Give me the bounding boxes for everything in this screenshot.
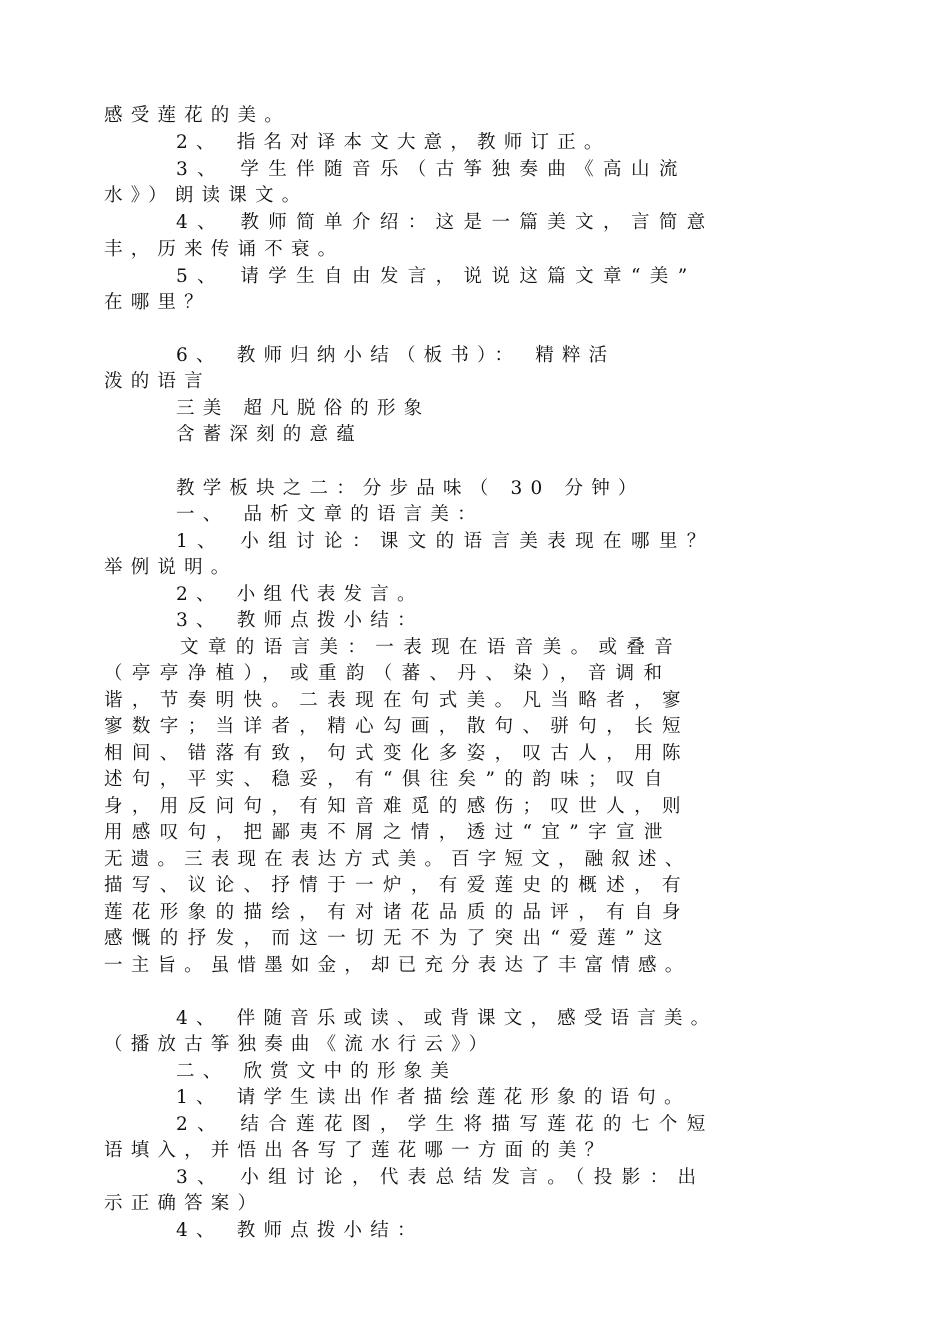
text-line: 1、 请学生读出作者描绘莲花形象的语句。: [176, 1087, 691, 1108]
text-line: 6、 教师归纳小结（板书）： 精粹活: [176, 345, 616, 366]
text-line: 一、 品析文章的语言美：: [176, 504, 484, 525]
text-line: 5、 请学生自由发言，说说这篇文章“美”: [176, 266, 697, 287]
text-line: 寥数字；当详者，精心勾画，散句、骈句，长短: [104, 716, 690, 737]
text-line: 水》）朗读课文。: [104, 185, 309, 206]
text-line: 无遗。三表现在表达方式美。百字短文，融叙述、: [104, 849, 692, 870]
text-line: 3、 教师点拨小结：: [176, 610, 424, 631]
text-line: 一主旨。虽惜墨如金，却已充分表达了丰富情感。: [104, 955, 692, 976]
text-line: 丰，历来传诵不衰。: [104, 239, 345, 260]
text-line: 含蓄深刻的意蕴: [176, 424, 363, 445]
text-line: 莲花形象的描绘，有对诸花品质的品评，有自身: [104, 902, 690, 923]
text-line: 4、 教师点拨小结：: [176, 1220, 424, 1241]
text-line: 身，用反问句，有知音难觅的感伤；叹世人，则: [104, 796, 690, 817]
text-line: 3、 小组讨论，代表总结发言。（投影：出: [176, 1167, 706, 1188]
text-line: 述句，平实、稳妥，有“俱往矣”的韵味；叹自: [104, 769, 672, 790]
text-line: 语填入，并悟出各写了莲花哪一方面的美？: [104, 1140, 612, 1161]
text-line: 3、 学生伴随音乐（古筝独奏曲《高山流: [176, 159, 687, 180]
text-line: 三美 超凡脱俗的形象: [176, 398, 431, 419]
text-line: 2、 结合莲花图，学生将描写莲花的七个短: [176, 1114, 715, 1135]
text-line: 1、 小组讨论：课文的语言美表现在哪里？: [176, 531, 715, 552]
text-line: 4、 教师简单介绍：这是一篇美文，言简意: [176, 212, 715, 233]
text-line: 4、 伴随音乐或读、或背课文，感受语言美。: [176, 1008, 718, 1029]
text-line: 用感叹句，把鄙夷不屑之情，透过“宜”字宣泄: [104, 822, 672, 843]
text-line: 举例说明。: [104, 557, 238, 578]
text-line: 二、 欣赏文中的形象美: [176, 1061, 458, 1082]
text-line: 示正确答案）: [104, 1193, 265, 1214]
text-line: 在哪里？: [104, 292, 211, 313]
text-line: 谐，节奏明快。二表现在句式美。凡当略者，寥: [104, 690, 690, 711]
text-line: 感慨的抒发，而这一切无不为了突出“爱莲”这: [104, 928, 672, 949]
text-line: 2、 指名对译本文大意，教师订正。: [176, 132, 611, 153]
text-line: （播放古筝独奏曲《流水行云》）: [104, 1034, 496, 1055]
text-line: 描写、议论、抒情于一炉，有爱莲史的概述，有: [104, 875, 690, 896]
text-line: 相间、错落有致，句式变化多姿，叹古人，用陈: [104, 743, 690, 764]
text-line: 泼的语言: [104, 371, 211, 392]
text-line: 文章的语言美：一表现在语音美。或叠音: [180, 637, 683, 658]
text-line: 感受莲花的美。: [104, 105, 291, 126]
section-heading: 教学板块之二：分步品味（ 30 分钟）: [176, 478, 645, 499]
text-line: 2、 小组代表发言。: [176, 584, 424, 605]
text-line: （亭亭净植），或重韵（蕃、丹、染），音调和: [104, 663, 672, 684]
